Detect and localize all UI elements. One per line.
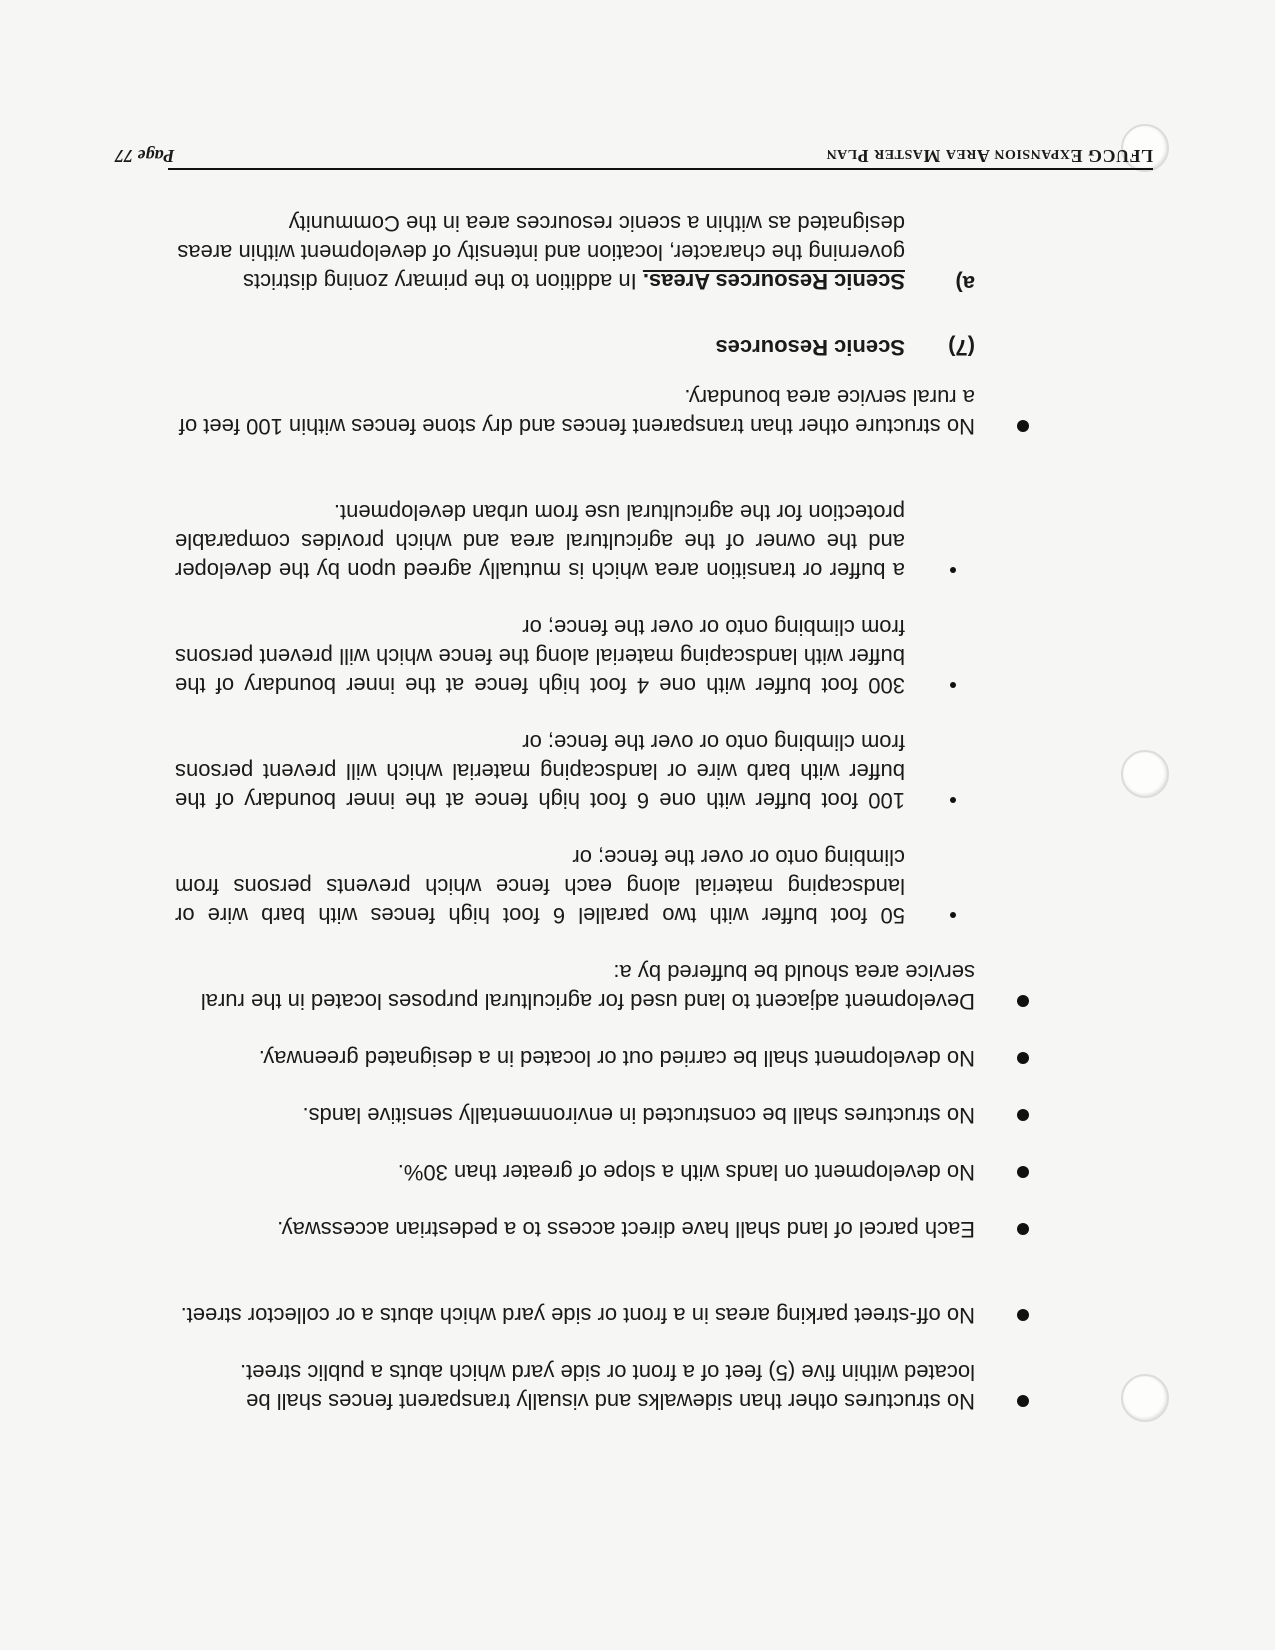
paragraph-label: a) <box>955 271 975 296</box>
bullet-item <box>175 1301 975 1330</box>
sub-bullet-dot-icon <box>950 797 956 803</box>
sub-bullet-text: 300 foot buffer with one 4 foot high fence at the inner boundary of the buffer with landscaping material along the fence which will prevent persons from climbing onto or over the fence; or <box>175 615 905 698</box>
bullet-text: No development on lands with a slope of greater than 30%. <box>397 1160 975 1185</box>
section-number: (7) <box>948 335 975 360</box>
bullet-dot-icon <box>1017 1395 1029 1407</box>
bullet-dot-icon <box>1017 420 1029 432</box>
bullet-dot-icon <box>1017 1052 1029 1064</box>
bullet-item <box>175 1358 975 1416</box>
bullet-text: No structures shall be constructed in environmentally sensitive lands. <box>302 1103 975 1128</box>
paragraph-text: In addition to the primary zoning districts governing the character, location and intensity of development within areas designated as within a scenic resources area in the Community <box>177 211 905 294</box>
bullet-text: Development adjacent to land used for agricultural purposes located in the rural service area should be buffered by a: <box>200 960 975 1014</box>
punch-hole-top <box>1121 1374 1169 1422</box>
bullet-dot-icon <box>1017 1166 1029 1178</box>
footer-page-number: Page 77 <box>115 146 175 166</box>
bullet-item <box>175 1044 975 1073</box>
footer-rule <box>168 168 1153 170</box>
bullet-item <box>175 1215 975 1244</box>
punch-hole-middle <box>1121 750 1169 798</box>
bullet-text: Each parcel of land shall have direct access to a pedestrian accessway. <box>277 1217 975 1242</box>
footer-document-title: LFUCG EXPANSION AREA MASTER PLAN <box>826 146 1153 166</box>
bullet-item <box>175 383 975 441</box>
section-title: Scenic Resources <box>715 335 905 360</box>
bullet-item <box>175 958 975 1016</box>
bullet-text: No development shall be carried out or located in a designated greenway. <box>258 1046 975 1071</box>
bullet-text: No structures other than sidewalks and visually transparent fences shall be located within five (5) feet of a front or side yard which abuts a public street. <box>240 1360 975 1414</box>
bullet-dot-icon <box>1017 1223 1029 1235</box>
sub-bullet-dot-icon <box>950 912 956 918</box>
bullet-item <box>175 1101 975 1130</box>
sub-bullet-dot-icon <box>950 682 956 688</box>
sub-bullet-item <box>175 498 905 585</box>
bullet-dot-icon <box>1017 1109 1029 1121</box>
sub-bullet-item <box>175 843 905 930</box>
sub-bullet-text: a buffer or transition area which is mutually agreed upon by the developer and the owner of the agricultural area and which provides comparable protection for the agricultural use from urban development. <box>175 500 905 583</box>
sub-bullet-item <box>175 613 905 700</box>
bullet-item <box>175 1158 975 1187</box>
sub-bullet-text: 100 foot buffer with one 6 foot high fence at the inner boundary of the buffer with barb wire or landscaping material which will prevent persons from climbing onto or over the fence; or <box>175 730 905 813</box>
sub-bullet-item <box>175 728 905 815</box>
sub-bullet-dot-icon <box>950 567 956 573</box>
sub-bullet-text: 50 foot buffer with two parallel 6 foot high fences with barb wire or landscaping material along each fence which prevents persons from climbing onto or over the fence; or <box>175 845 905 928</box>
paragraph-lead: Scenic Resources Areas. <box>642 269 905 294</box>
bullet-text: No off-street parking areas in a front or side yard which abuts a or collector street. <box>180 1303 975 1328</box>
bullet-text: No structure other than transparent fences and dry stone fences within 100 feet of a rural service area boundary. <box>178 385 975 439</box>
paragraph-body <box>170 209 905 296</box>
bullet-dot-icon <box>1017 1309 1029 1321</box>
bullet-dot-icon <box>1017 995 1029 1007</box>
